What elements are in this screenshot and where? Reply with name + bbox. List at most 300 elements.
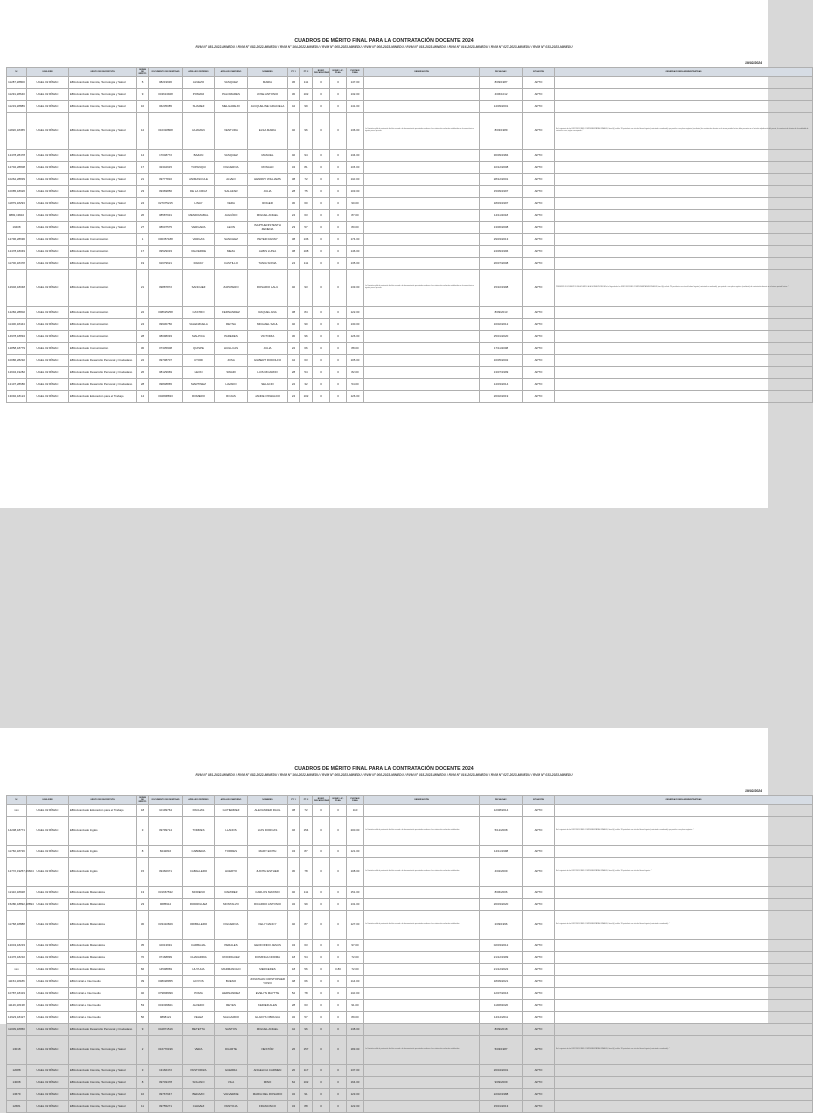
table-cell-n: 13679: [7, 1089, 27, 1101]
table-cell-pf: 174.00: [347, 234, 364, 246]
table-cell-am: VENTURA: [215, 113, 248, 150]
table-cell-p1: 18: [288, 952, 300, 964]
table-cell-doc: 09460971: [149, 858, 183, 887]
table-cell-n: 10086,28292: [7, 355, 27, 367]
table-cell-obs: [364, 391, 480, 403]
table-cell-om: 8: [137, 1077, 149, 1089]
table-cell-doc: 079808099: [149, 988, 183, 1000]
table-cell-obs: [364, 988, 480, 1000]
table-cell-nom: TANIA SONIA: [248, 258, 288, 270]
table-row: [7, 1089, 813, 1101]
column-header: BONIF. DISCAPACIDAD: [313, 796, 330, 805]
table-cell-p2: 72: [300, 805, 313, 817]
table-cell-nom: JULIA: [248, 343, 288, 355]
table-cell-om: 10: [137, 101, 149, 113]
table-cell-nom: JUDITH ESTHER: [248, 858, 288, 887]
table-cell-n: 11820,18455: [7, 113, 27, 150]
table-cell-om: 5: [137, 77, 149, 89]
table-cell-b1: 0: [313, 805, 330, 817]
table-cell-b2: 0: [330, 258, 347, 270]
table-cell-ap: VELEZ: [183, 1012, 215, 1024]
table-cell-p1: 38: [288, 246, 300, 258]
table-cell-sit: APTO: [523, 89, 555, 101]
table-cell-pf: 122.00: [347, 1101, 364, 1113]
table-cell-oa: [555, 976, 813, 988]
table-cell-am: ALVEO: [215, 174, 248, 186]
table-cell-grupo: EBA Avanzado Ciencia, Tecnología y Salud: [69, 77, 137, 89]
table-cell-obs: [364, 1089, 480, 1101]
table-cell-b2: 0: [330, 89, 347, 101]
table-cell-b1: 0: [313, 899, 330, 911]
table-cell-am: VASQUEZ: [215, 77, 248, 89]
table-cell-oa: [555, 234, 813, 246]
table-cell-b2: 0: [330, 355, 347, 367]
table-cell-p1: 34: [288, 940, 300, 952]
table-cell-b1: 0: [313, 162, 330, 174]
table-cell-sit: APTO: [523, 846, 555, 858]
table-cell-om: 15: [137, 858, 149, 887]
table-cell-sit: APTO: [523, 817, 555, 846]
table-cell-om: 17: [137, 246, 149, 258]
table-cell-ugel: UGEL 02 RÍMAC: [27, 911, 69, 940]
table-cell-am: RAMIREZ: [215, 887, 248, 899]
table-cell-b1: 0: [313, 222, 330, 234]
table-cell-grupo: EBA Avanzado Ciencia, Tecnología y Salud: [69, 198, 137, 210]
table-cell-ugel: UGEL 02 RÍMAC: [27, 222, 69, 234]
table-cell-b1: 0: [313, 174, 330, 186]
table-cell-ugel: UGEL 02 RÍMAC: [27, 319, 69, 331]
table-cell-sit: APTO: [523, 1101, 555, 1113]
table-cell-fn: 15/10/1998: [480, 270, 523, 307]
table-cell-p2: 75: [300, 186, 313, 198]
table-cell-oa: [555, 101, 813, 113]
table-cell-obs: [364, 186, 480, 198]
table-cell-am: PANTOJA: [215, 1101, 248, 1113]
table-cell-nom: HENRRY WILLIAMS: [248, 174, 288, 186]
table-cell-b2: 0: [330, 805, 347, 817]
table-cell-b2: 0: [330, 307, 347, 319]
table-cell-am: JOSA: [215, 355, 248, 367]
table-cell-p2: 111: [300, 258, 313, 270]
table-cell-ugel: UGEL 02 RÍMAC: [27, 858, 69, 887]
table-cell-oa: [555, 89, 813, 101]
table-cell-oa: En la siguiente de las DISPOSICIONES COMPLEMENTARIAS FINALES, literal (b) señala: "El postulante con vínculo laboral vigente...": [555, 858, 813, 887]
table-cell-ugel: UGEL 02 RÍMAC: [27, 307, 69, 319]
table-cell-p1: 28: [288, 367, 300, 379]
column-header: GRUPO DE INSCRIPCIÓN: [69, 68, 137, 77]
column-header: UGEL/DRE: [27, 68, 69, 77]
table-cell-b1: 0: [313, 331, 330, 343]
table-cell-p2: 117: [300, 1065, 313, 1077]
table-cell-ap: ANIMASCULE: [183, 174, 215, 186]
page-title: CUADROS DE MÉRITO FINAL PARA LA CONTRATACIÓN DOCENTE 2024: [294, 38, 474, 44]
table-cell-ugel: UGEL 02 RÍMAC: [27, 162, 69, 174]
table-row: [7, 222, 813, 234]
table-cell-pf: 80.00: [347, 222, 364, 234]
table-cell-sit: APTO: [523, 210, 555, 222]
table-cell-ap: SOLANO: [183, 1077, 215, 1089]
table-cell-grupo: EBA Avanzado Inglés: [69, 858, 137, 887]
table-cell-n: 12478,18049: [7, 246, 27, 258]
table-cell-oa: [555, 246, 813, 258]
table-cell-oa: [555, 952, 813, 964]
table-cell-obs: [364, 77, 480, 89]
table-cell-ap: MARTINEZ: [183, 379, 215, 391]
table-cell-b1: 0: [313, 186, 330, 198]
table-cell-b2: 0: [330, 817, 347, 846]
table-cell-pf: 90.00: [347, 198, 364, 210]
column-header: APELLIDO PATERNO: [183, 68, 215, 77]
table-cell-n: 19408: [7, 222, 27, 234]
table-cell-n: 9882,19910: [7, 210, 27, 222]
table-cell-om: 17: [137, 162, 149, 174]
table-cell-am: VASQUEZ: [215, 150, 248, 162]
table-cell-ugel: UGEL 02 RÍMAC: [27, 174, 69, 186]
column-header: ORDEN DE MÉRITO: [137, 68, 149, 77]
table-cell-p1: 40: [288, 113, 300, 150]
table-cell-sit: APTO: [523, 940, 555, 952]
table-cell-grupo: EBA Avanzado Inglés: [69, 846, 137, 858]
table-cell-nom: MIGUEL ANGEL: [248, 1024, 288, 1036]
table-cell-am: GUTIERREZ: [215, 805, 248, 817]
table-cell-fn: 8/03/1989: [480, 113, 523, 150]
table-cell-grupo: EBA Avanzado Comunicación: [69, 343, 137, 355]
table-cell-ugel: UGEL 02 RÍMAC: [27, 1000, 69, 1012]
table-row: [7, 343, 813, 355]
table-cell-oa: [555, 162, 813, 174]
column-header: BONIF. LIC. FF.AA.: [330, 796, 347, 805]
table-cell-am: MEZA: [215, 246, 248, 258]
table-row: [7, 89, 813, 101]
table-cell-ap: MENDOZABAL: [183, 210, 215, 222]
table-cell-am: HERNANDEZ: [215, 988, 248, 1000]
table-cell-b2: 0: [330, 246, 347, 258]
table-cell-pf: 108.00: [347, 858, 364, 887]
table-row: [7, 1065, 813, 1077]
table-cell-nom: DOMINGA NORMA: [248, 952, 288, 964]
table-cell-b2: 0: [330, 976, 347, 988]
table-cell-oa: [555, 307, 813, 319]
table-cell-ap: ROMERO: [183, 391, 215, 403]
table-row: [7, 234, 813, 246]
table-cell-ap: QUISPE: [183, 343, 215, 355]
table-cell-doc: 000357188: [149, 234, 183, 246]
table-row: [7, 940, 813, 952]
table-cell-fn: 21/12/2022: [480, 964, 523, 976]
table-cell-p2: 99: [300, 101, 313, 113]
table-cell-grupo: EBA Avanzado Inglés: [69, 817, 137, 846]
table-cell-b1: 0: [313, 210, 330, 222]
table-cell-n: 11700,18478: [7, 258, 27, 270]
table-row: [7, 367, 813, 379]
table-cell-sit: APTO: [523, 964, 555, 976]
table-cell-ap: LINAY: [183, 198, 215, 210]
table-cell-b2: 0: [330, 858, 347, 887]
table-cell-oa: [555, 379, 813, 391]
table-cell-p2: 154: [300, 817, 313, 846]
table-cell-fn: 9/09/2009: [480, 1077, 523, 1089]
table-cell-ugel: UGEL 02 RÍMAC: [27, 89, 69, 101]
table-cell-sit: APTO: [523, 355, 555, 367]
table-cell-grupo: EBA Avanzado Matemática: [69, 940, 137, 952]
table-cell-am: HUILLCAS: [215, 343, 248, 355]
table-cell-b1: 0: [313, 911, 330, 940]
table-cell-b2: 0: [330, 101, 347, 113]
table-cell-om: 3: [137, 817, 149, 846]
table-row: [7, 101, 813, 113]
table-cell-b2: 0: [330, 150, 347, 162]
column-header: UGEL/DRE: [27, 796, 69, 805]
table-cell-ap: VARGAS: [183, 234, 215, 246]
table-cell-fn: 02/03/2012: [480, 940, 523, 952]
table-cell-obs: [364, 150, 480, 162]
table-cell-am: DUARTE: [215, 1036, 248, 1065]
table-cell-fn: 16/05/2002: [480, 355, 523, 367]
table-cell-fn: 13/06/2008: [480, 222, 523, 234]
table-cell-oa: [555, 1012, 813, 1024]
table-cell-pf: 103.00: [347, 186, 364, 198]
table-cell-n: 12107,28686: [7, 379, 27, 391]
table-cell-p2: 102: [300, 89, 313, 101]
table-cell-am: HUERTO: [215, 858, 248, 887]
table-cell-am: MONTALVO: [215, 899, 248, 911]
table-cell-ugel: UGEL 02 RÍMAC: [27, 210, 69, 222]
table-cell-nom: ELSA MARIA: [248, 113, 288, 150]
table-cell-oa: [555, 77, 813, 89]
table-cell-ap: VERA: [183, 1036, 215, 1065]
table-row: [7, 379, 813, 391]
table-cell-oa: [555, 222, 813, 234]
table-cell-sit: APTO: [523, 1000, 555, 1012]
table-cell-b2: 0: [330, 1012, 347, 1024]
table-body: [7, 77, 813, 403]
table-cell-n: 12476,18232: [7, 952, 27, 964]
table-cell-p2: 78: [300, 858, 313, 887]
table-cell-pf: 147.00: [347, 77, 364, 89]
table-cell-sit: APTO: [523, 899, 555, 911]
table-cell-am: BUENO: [215, 976, 248, 988]
table-cell-nom: JULIA: [248, 186, 288, 198]
table-row: [7, 988, 813, 1000]
table-cell-n: 11291,28640: [7, 89, 27, 101]
table-cell-ugel: UGEL 02 RÍMAC: [27, 1024, 69, 1036]
table-cell-doc: 32342915: [149, 162, 183, 174]
table-cell-am: SALGARDO: [215, 1012, 248, 1024]
table-cell-obs: [364, 234, 480, 246]
table-cell-fn: 11/08/2020: [480, 1000, 523, 1012]
table-cell-doc: 09369856: [149, 186, 183, 198]
table-cell-om: 8: [137, 846, 149, 858]
table-cell-pf: 88.00: [347, 343, 364, 355]
table-cell-b2: 0: [330, 113, 347, 150]
table-cell-nom: KELY NANCY: [248, 911, 288, 940]
table-cell-ugel: UGEL 02 RÍMAC: [27, 367, 69, 379]
table-cell-om: 28: [137, 331, 149, 343]
merit-table: [6, 67, 813, 403]
table-cell-sit: APTO: [523, 270, 555, 307]
table-cell-grupo: EBA Avanzado Ciencia, Tecnología y Salud: [69, 162, 137, 174]
table-cell-b1: 0: [313, 77, 330, 89]
table-cell-p2: 93: [300, 270, 313, 307]
table-cell-b1: 0: [313, 1012, 330, 1024]
table-cell-sit: APTO: [523, 988, 555, 1000]
table-cell-b2: 0: [330, 1036, 347, 1065]
table-cell-fn: 26/02/2019: [480, 391, 523, 403]
table-cell-obs: [364, 246, 480, 258]
table-cell-b1: 0: [313, 887, 330, 899]
table-cell-doc: 09755271: [149, 1101, 183, 1113]
table-cell-nom: RICARDO ANTONIO: [248, 899, 288, 911]
table-cell-b1: 0: [313, 1101, 330, 1113]
table-cell-fn: 15/01/2013: [480, 1101, 523, 1113]
table-row: [7, 899, 813, 911]
table-cell-p1: 26: [288, 1036, 300, 1065]
table-cell-grupo: EBA Avanzado Ciencia, Tecnología y Salud: [69, 1077, 137, 1089]
table-row: [7, 162, 813, 174]
table-cell-obs: [364, 805, 480, 817]
table-cell-oa: [555, 1024, 813, 1036]
table-cell-b1: 0: [313, 940, 330, 952]
table-cell-pf: 89.00: [347, 1012, 364, 1024]
table-cell-doc: 09708707: [149, 355, 183, 367]
table-cell-p2: 63: [300, 1000, 313, 1012]
table-cell-ap: RADAY: [183, 258, 215, 270]
table-cell-om: 23: [137, 899, 149, 911]
table-cell-ugel: UGEL 02 RÍMAC: [27, 270, 69, 307]
table-cell-sit: APTO: [523, 858, 555, 887]
table-cell-pf: 127.00: [347, 911, 364, 940]
column-header: OBSERVACIÓN: [364, 68, 480, 77]
table-cell-doc: 08607575: [149, 222, 183, 234]
table-cell-b1: 0: [313, 367, 330, 379]
table-cell-ap: DE LA CRUZ: [183, 186, 215, 198]
table-cell-sit: APTO: [523, 1089, 555, 1101]
table-cell-b1: 0: [313, 1036, 330, 1065]
table-cell-p1: 24: [288, 258, 300, 270]
column-header: PT. 1: [288, 796, 300, 805]
table-cell-p2: 87: [300, 846, 313, 858]
table-cell-am: MARMANCHO: [215, 964, 248, 976]
table-cell-p2: 63: [300, 355, 313, 367]
table-cell-grupo: EBA Inicial e Intermedio: [69, 1000, 137, 1012]
table-cell-n: 11879,18293: [7, 198, 27, 210]
table-cell-pf: 164.00: [347, 1077, 364, 1089]
table-cell-fn: 14/03/2014: [480, 379, 523, 391]
table-cell-b1: 0: [313, 1065, 330, 1077]
table-cell-oa: [555, 1101, 813, 1113]
table-cell-p2: 96: [300, 113, 313, 150]
table-cell-oa: [555, 940, 813, 952]
column-header: BONIF. LIC. FF.AA.: [330, 68, 347, 77]
table-cell-doc: 033410829: [149, 911, 183, 940]
table-cell-ugel: UGEL 02 RÍMAC: [27, 1101, 69, 1113]
merit-table: [6, 795, 813, 1113]
table-cell-p2: 81: [300, 162, 313, 174]
table-cell-ap: TORRES: [183, 817, 215, 846]
table-cell-b1: 0: [313, 101, 330, 113]
table-cell-om: 1: [137, 234, 149, 246]
table-cell-doc: 91679621: [149, 258, 183, 270]
table-cell-grupo: EBA Avanzado Ciencia, Tecnología y Salud: [69, 1089, 137, 1101]
table-cell-p1: 38: [288, 307, 300, 319]
table-cell-fn: 12/08/2014: [480, 805, 523, 817]
table-cell-grupo: EBA Avanzado Matemática: [69, 911, 137, 940]
table-cell-p2: 63: [300, 940, 313, 952]
table-cell-p2: 96: [300, 331, 313, 343]
table-cell-p2: 56: [300, 964, 313, 976]
table-cell-doc: 10013991: [149, 940, 183, 952]
table-cell-am: FIGUEROA: [215, 911, 248, 940]
column-header: FECHA NAC.: [480, 68, 523, 77]
table-cell-nom: JANDE OSWALDO: [248, 391, 288, 403]
table-cell-ap: UTORI: [183, 355, 215, 367]
table-cell-ap: CARBAJAL: [183, 940, 215, 952]
table-cell-nom: RAQUEL ANA: [248, 307, 288, 319]
table-cell-pf: 146.00: [347, 246, 364, 258]
table-cell-fn: 15/09/1997: [480, 186, 523, 198]
table-cell-fn: 14/11/2018: [480, 210, 523, 222]
table-cell-p1: 30: [288, 198, 300, 210]
table-cell-p1: 42: [288, 355, 300, 367]
table-cell-sit: APTO: [523, 379, 555, 391]
table-cell-sit: APTO: [523, 976, 555, 988]
table-cell-sit: APTO: [523, 222, 555, 234]
table-cell-obs: [364, 319, 480, 331]
table-cell-nom: LUIS RICARDO: [248, 367, 288, 379]
table-cell-oa: [555, 198, 813, 210]
table-cell-b2: 0: [330, 1065, 347, 1077]
table-cell-obs: [364, 307, 480, 319]
table-cell-p2: 54: [300, 952, 313, 964]
table-cell-ugel: UGEL 02 RÍMAC: [27, 1089, 69, 1101]
table-cell-doc: 9868121: [149, 1012, 183, 1024]
table-cell-obs: [364, 379, 480, 391]
table-cell-oa: [555, 1077, 813, 1089]
table-cell-sit: APTO: [523, 1065, 555, 1077]
table-cell-p2: 111: [300, 887, 313, 899]
table-cell-ugel: UGEL 02 RÍMAC: [27, 343, 69, 355]
table-cell-doc: 08219936: [149, 77, 183, 89]
table-cell-obs: [364, 222, 480, 234]
table-cell-ap: MALPICA: [183, 331, 215, 343]
table-cell-am: ZAPATERO: [215, 270, 248, 307]
table-cell-doc: 09777816: [149, 174, 183, 186]
table-cell-om: 26: [137, 367, 149, 379]
table-cell-p1: 34: [288, 1101, 300, 1113]
table-cell-obs: [364, 331, 480, 343]
table-cell-obs: [364, 1077, 480, 1089]
table-cell-n: 11154,18186: [7, 976, 27, 988]
table-cell-p1: 18: [288, 964, 300, 976]
table-cell-obs: La Comisión valida la puntuación final de acuerdo a la documentación presentada conforme a los criterios de evaluación establecidos.: [364, 858, 480, 887]
table-cell-ugel: UGEL 02 RÍMAC: [27, 258, 69, 270]
table-cell-om: 30: [137, 343, 149, 355]
table-cell-pf: 122.00: [347, 307, 364, 319]
table-cell-ugel: UGEL 02 RÍMAC: [27, 940, 69, 952]
table-cell-grupo: EBA Avanzado Matemática: [69, 952, 137, 964]
table-cell-ap: TUPANQUI: [183, 162, 215, 174]
table-cell-b2: 0: [330, 343, 347, 355]
table-cell-p1: 32: [288, 899, 300, 911]
table-cell-pf: 137.00: [347, 1065, 364, 1077]
table-cell-p2: 94: [300, 150, 313, 162]
table-cell-nom: NESTÓR: [248, 1036, 288, 1065]
table-cell-doc: 08098093: [149, 331, 183, 343]
table-cell-pf: 91.00: [347, 1000, 364, 1012]
table-cell-am: VALVERDE: [215, 1089, 248, 1101]
table-cell-p1: 40: [288, 270, 300, 307]
table-cell-pf: 115.00: [347, 162, 364, 174]
